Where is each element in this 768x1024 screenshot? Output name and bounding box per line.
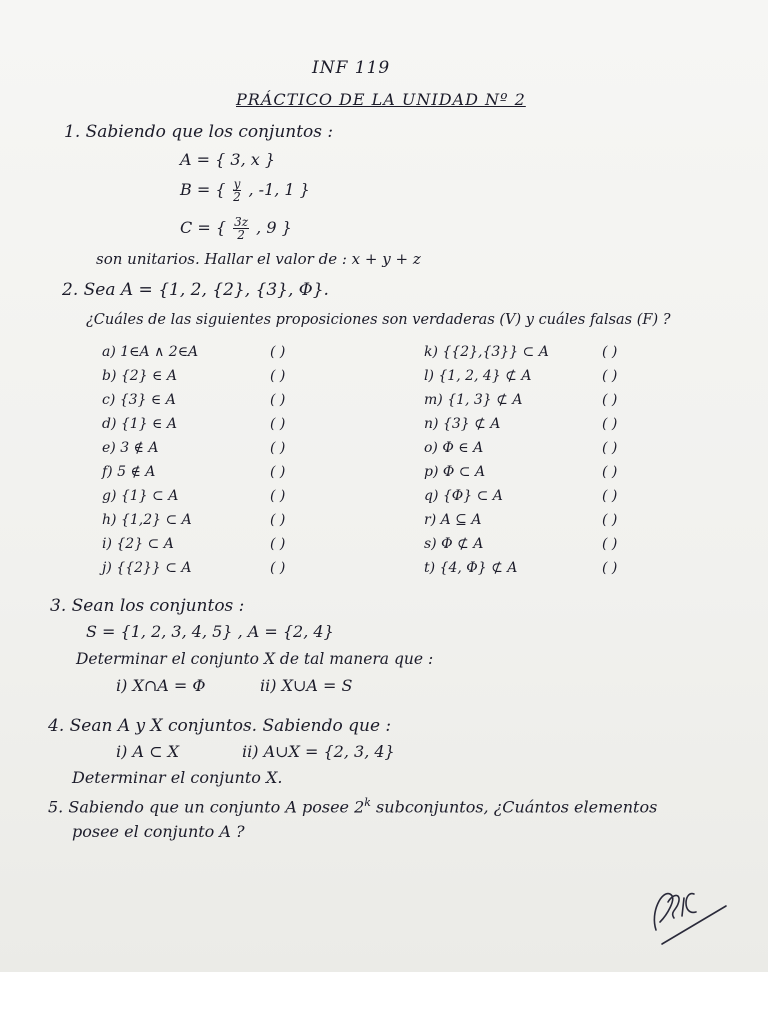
q2-intro: 2. Sea A = {1, 2, {2}, {3}, Φ}. bbox=[62, 280, 329, 300]
q2-proposition: q) {Φ} ⊂ A bbox=[424, 488, 503, 504]
q3-determine: Determinar el conjunto X de tal manera que : bbox=[76, 650, 434, 668]
q5-exponent: k bbox=[364, 796, 371, 809]
q2-proposition: h) {1,2} ⊂ A bbox=[102, 512, 192, 528]
q2-proposition: j) {{2}} ⊂ A bbox=[102, 560, 192, 576]
q2-proposition: c) {3} ∈ A bbox=[102, 392, 176, 408]
q2-answer-blank: ( ) bbox=[602, 392, 618, 408]
q4-condition-ii: ii) A∪X = {2, 3, 4} bbox=[242, 742, 395, 761]
q5-line-1-post: subconjuntos, ¿Cuántos elementos bbox=[370, 797, 658, 817]
q2-proposition: g) {1} ⊂ A bbox=[102, 488, 179, 504]
q3-condition-i: i) X∩A = Φ bbox=[116, 676, 206, 695]
q2-answer-blank: ( ) bbox=[270, 368, 286, 384]
worksheet-heading: PRÁCTICO DE LA UNIDAD Nº 2 bbox=[236, 90, 526, 109]
q1-set-b-fraction bbox=[233, 178, 242, 203]
q2-answer-blank: ( ) bbox=[270, 560, 286, 576]
q2-answer-blank: ( ) bbox=[602, 536, 618, 552]
signature-mark bbox=[648, 872, 738, 952]
q1-set-b bbox=[180, 178, 310, 203]
q3-sets: S = {1, 2, 3, 4, 5} , A = {2, 4} bbox=[86, 622, 334, 641]
q2-proposition: n) {3} ⊄ A bbox=[424, 416, 501, 432]
q2-question: ¿Cuáles de las siguientes proposiciones son verdaderas (V) y cuáles falsas (F) ? bbox=[86, 312, 671, 328]
q2-answer-blank: ( ) bbox=[270, 416, 286, 432]
q5-line-2: posee el conjunto A ? bbox=[72, 822, 245, 841]
course-code: INF 119 bbox=[312, 58, 391, 78]
q1-set-c-denominator: 2 bbox=[237, 228, 245, 242]
q4-determine: Determinar el conjunto X. bbox=[72, 768, 283, 787]
q2-proposition: d) {1} ∈ A bbox=[102, 416, 177, 432]
q2-proposition: b) {2} ∈ A bbox=[102, 368, 177, 384]
q2-answer-blank: ( ) bbox=[602, 440, 618, 456]
q1-set-c bbox=[180, 216, 292, 241]
q2-answer-blank: ( ) bbox=[602, 512, 618, 528]
q5-line-1 bbox=[48, 796, 657, 816]
q1-set-c-right: , 9 } bbox=[256, 218, 292, 237]
q1-set-b-left: B = { bbox=[180, 180, 226, 199]
q2-proposition: m) {1, 3} ⊄ A bbox=[424, 392, 523, 408]
q1-set-b-right: , -1, 1 } bbox=[248, 180, 310, 199]
q3-condition-ii: ii) X∪A = S bbox=[260, 676, 353, 695]
q1-question: son unitarios. Hallar el valor de : x + y + z bbox=[96, 250, 421, 268]
q2-proposition: l) {1, 2, 4} ⊄ A bbox=[424, 368, 532, 384]
q2-answer-blank: ( ) bbox=[602, 488, 618, 504]
q2-answer-blank: ( ) bbox=[270, 440, 286, 456]
q2-proposition: e) 3 ∉ A bbox=[102, 440, 159, 456]
q2-answer-blank: ( ) bbox=[270, 464, 286, 480]
q2-answer-blank: ( ) bbox=[270, 536, 286, 552]
q2-answer-blank: ( ) bbox=[270, 344, 286, 360]
q2-proposition: t) {4, Φ} ⊄ A bbox=[424, 560, 518, 576]
q2-proposition: k) {{2},{3}} ⊂ A bbox=[424, 344, 549, 360]
q2-answer-blank: ( ) bbox=[270, 488, 286, 504]
q3-intro: 3. Sean los conjuntos : bbox=[50, 596, 245, 616]
q2-proposition: r) A ⊆ A bbox=[424, 512, 482, 528]
q1-set-c-fraction bbox=[233, 216, 249, 241]
q2-proposition: p) Φ ⊂ A bbox=[424, 464, 486, 480]
q1-set-c-left: C = { bbox=[180, 218, 226, 237]
q2-proposition: a) 1∈A ∧ 2∈A bbox=[102, 344, 199, 360]
q2-answer-blank: ( ) bbox=[602, 344, 618, 360]
q1-set-a: A = { 3, x } bbox=[180, 150, 276, 169]
q4-intro: 4. Sean A y X conjuntos. Sabiendo que : bbox=[48, 716, 392, 736]
q1-set-b-numerator: y bbox=[233, 177, 241, 191]
q5-line-1-pre: 5. Sabiendo que un conjunto A posee 2 bbox=[48, 797, 365, 817]
q2-proposition: i) {2} ⊂ A bbox=[102, 536, 174, 552]
q1-intro: 1. Sabiendo que los conjuntos : bbox=[64, 122, 334, 142]
q2-answer-blank: ( ) bbox=[602, 464, 618, 480]
q2-answer-blank: ( ) bbox=[270, 392, 286, 408]
q2-proposition: o) Φ ∈ A bbox=[424, 440, 484, 456]
q1-set-b-denominator: 2 bbox=[233, 190, 241, 204]
q2-answer-blank: ( ) bbox=[270, 512, 286, 528]
q2-proposition: f) 5 ∉ A bbox=[102, 464, 156, 480]
q1-set-c-numerator: 3z bbox=[234, 215, 249, 229]
q2-answer-blank: ( ) bbox=[602, 560, 618, 576]
q2-answer-blank: ( ) bbox=[602, 368, 618, 384]
q4-condition-i: i) A ⊂ X bbox=[116, 742, 179, 761]
q2-proposition: s) Φ ⊄ A bbox=[424, 536, 484, 552]
q2-answer-blank: ( ) bbox=[602, 416, 618, 432]
